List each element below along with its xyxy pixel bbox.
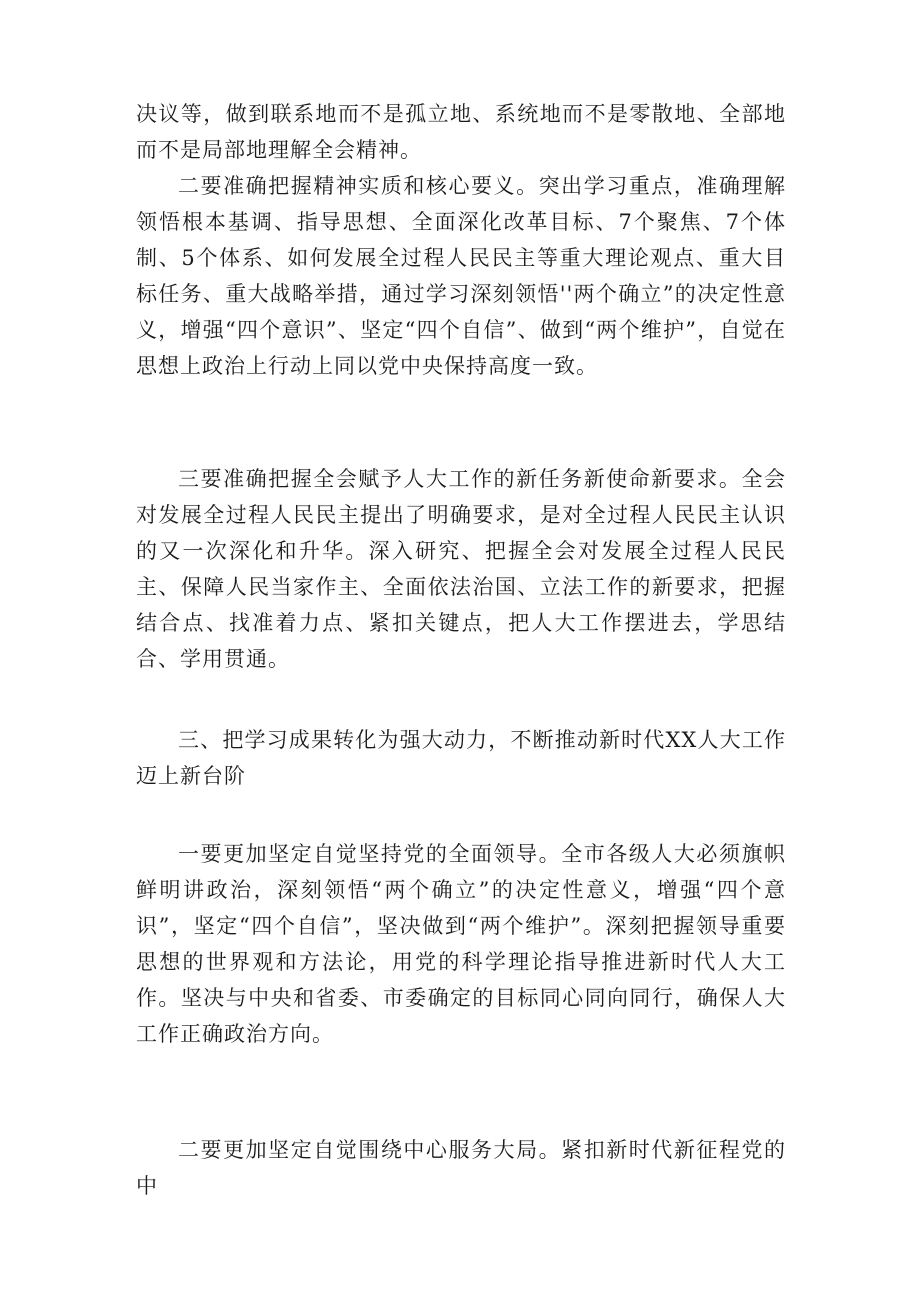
paragraph-point-one: 一要更加坚定自觉坚持党的全面领导。全市各级人大必须旗帜鲜明讲政治，深刻领悟“两个确立”的决定性意义，增强“四个意识”，坚定“四个自信”，坚决做到“两个维护”。深刻把握领导重要思想的世界观和方法论，用党的科学理论指导推进新时代人大工作。坚决与中央和省委、市委确定的目标同心同向同行，确保人大工作正确政治方向。 (136, 842, 786, 1046)
paragraph-point-two-b: 二要更加坚定自觉围绕中心服务大局。紧扣新时代新征程党的中 (136, 1138, 786, 1198)
paragraph-point-three: 三要准确把握全会赋予人大工作的新任务新使命新要求。全会对发展全过程人民民主提出了明确要求，是对全过程人民民主认识的又一次深化和升华。深入研究、把握全会对发展全过程人民民主、保障人民当家作主、全面依法治国、立法工作的新要求，把握结合点、找准着力点、紧扣关键点，把人大工作摆进去，学思结合、学用贯通。 (136, 467, 786, 671)
section-heading-three: 三、把学习成果转化为强大动力，不断推动新时代XX人大工作迈上新台阶 (136, 728, 786, 788)
paragraph-point-two: 二要准确把握精神实质和核心要义。突出学习重点，准确理解领悟根本基调、指导思想、全面深化改革目标、7个聚焦、7个体制、5个体系、如何发展全过程人民民主等重大理论观点、重大目标任务、重大战略举措，通过学习深刻领悟''两个确立”的决定性意义，增强“四个意识”、坚定“四个自信”、做到“两个维护”，自觉在思想上政治上行动上同以党中央保持高度一致。 (136, 174, 786, 378)
paragraph-continuation: 决议等，做到联系地而不是孤立地、系统地而不是零散地、全部地而不是局部地理解全会精神。 (136, 102, 786, 162)
